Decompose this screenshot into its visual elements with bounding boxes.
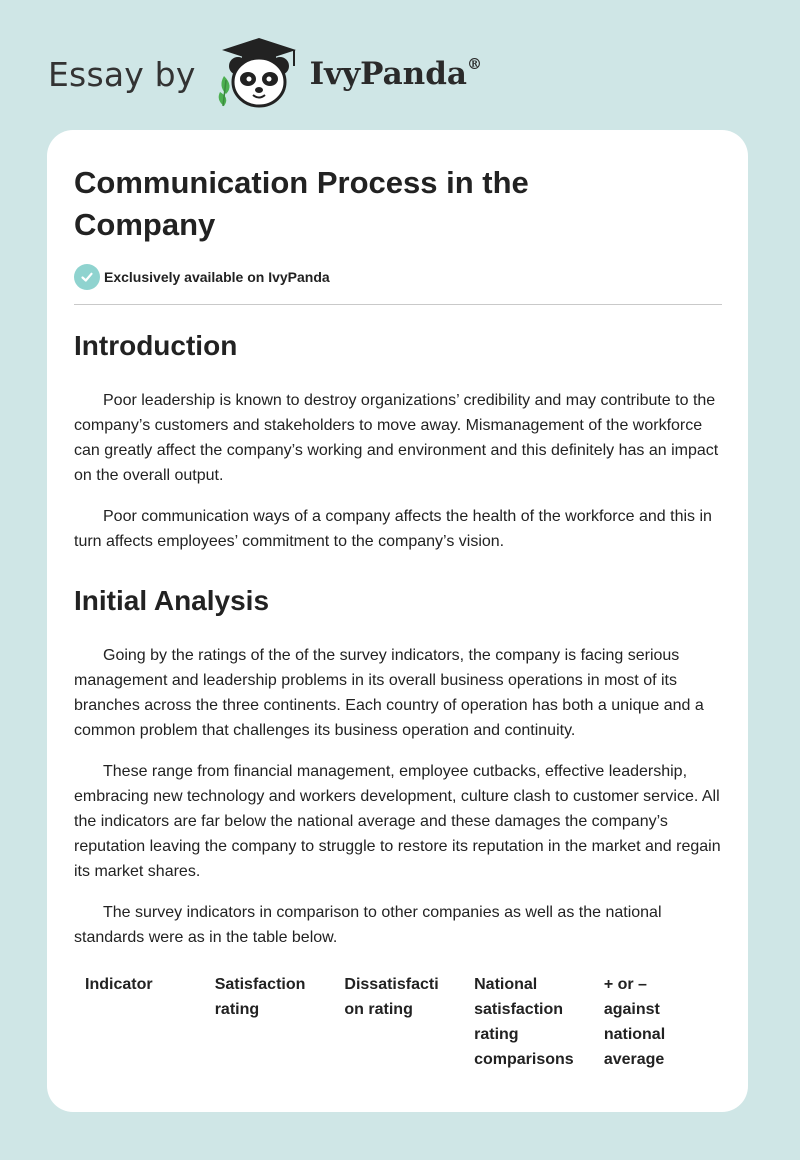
essay-card xyxy=(47,130,748,1112)
page-title: Communication Process in the Company xyxy=(74,165,529,242)
section-heading-introduction: Introduction xyxy=(74,330,238,361)
table-header-cell: National satisfaction rating comparisons xyxy=(474,976,574,1068)
table-header-cell: + or – against national average xyxy=(603,976,666,1068)
table-header-row xyxy=(74,968,722,1076)
badge-label: Exclusively available on IvyPanda xyxy=(104,269,330,285)
table-header-cell: Dissatisfaction rating xyxy=(344,976,439,1018)
section-heading-initial-analysis: Initial Analysis xyxy=(74,585,270,616)
brand-name[interactable]: IvyPanda® xyxy=(309,54,482,92)
paragraph: The survey indicators in comparison to other companies as well as the national standards were as in the table below. xyxy=(74,904,662,946)
divider xyxy=(74,304,722,305)
ivypanda-logo-icon[interactable] xyxy=(214,36,304,112)
paragraph: Poor leadership is known to destroy organizations’ credibility and may contribute to the company’s customers and stakeholders to move away. Mismanagement of the workforce can greatly affect the company’s working and environment and this definitely has an impact on the overall output. xyxy=(74,392,719,484)
table-header-cell: Satisfaction rating xyxy=(214,976,306,1018)
exclusive-badge xyxy=(74,264,722,290)
essay-by-label: Essay by xyxy=(48,54,196,94)
table-header-cell: Indicator xyxy=(85,976,153,993)
check-icon xyxy=(74,264,100,290)
paragraph: These range from financial management, employee cutbacks, effective leadership, embracing new technology and workers development, culture clash to customer service. All the indicators are far below the national average and these damages the company’s reputation leaving the company to struggle to restore its reputation in the market and regain its market shares. xyxy=(74,763,721,880)
paragraph: Going by the ratings of the of the survey indicators, the company is facing serious management and leadership problems in its overall business operations in most of its branches across the three continents. Each country of operation has both a unique and a common problem that challenges its business operation and continuity. xyxy=(74,647,704,739)
site-header xyxy=(48,34,482,114)
paragraph: Poor communication ways of a company affects the health of the workforce and this in turn affects employees’ commitment to the company’s vision. xyxy=(74,508,712,550)
survey-table xyxy=(74,968,722,1076)
